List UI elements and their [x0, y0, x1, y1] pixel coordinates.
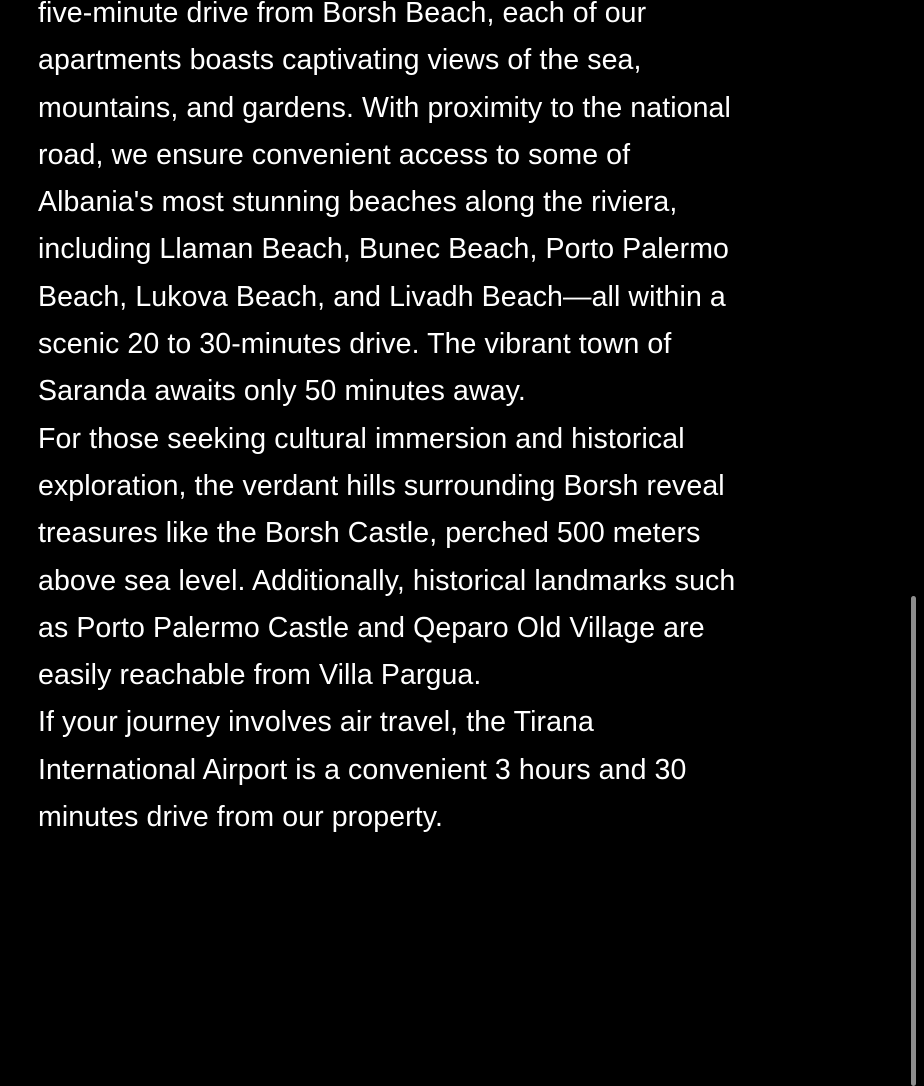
description-paragraph-culture: For those seeking cultural immersion and historical exploration, the verdant hills surrounding Borsh reveal treasures like the Borsh Castle, perched 500 meters above sea level. Additionally, historical landmarks such as Porto Palermo Castle and Qeparo Old Village are easily reachable from Villa Pargua. [38, 422, 736, 692]
scrollbar[interactable] [911, 596, 916, 1086]
description-paragraph-travel: If your journey involves air travel, the Tirana International Airport is a convenient 3 hours and 30 minutes drive from our property. [38, 706, 687, 834]
property-description [38, 0, 888, 841]
description-paragraph-location: apartments boasts captivating views of the sea, mountains, and gardens. With proximity to the national road, we ensure convenient access to some of Albania's most stunning beaches along the riviera, including Llaman Beach, Bunec Beach, Porto Palermo Beach, Lukova Beach, and Livadh Beach—all within a scenic 20 to 30-minutes drive. The vibrant town of Saranda awaits only 50 minutes away. [38, 44, 731, 408]
description-cut-line: five-minute drive from Borsh Beach, each of our [38, 0, 647, 29]
